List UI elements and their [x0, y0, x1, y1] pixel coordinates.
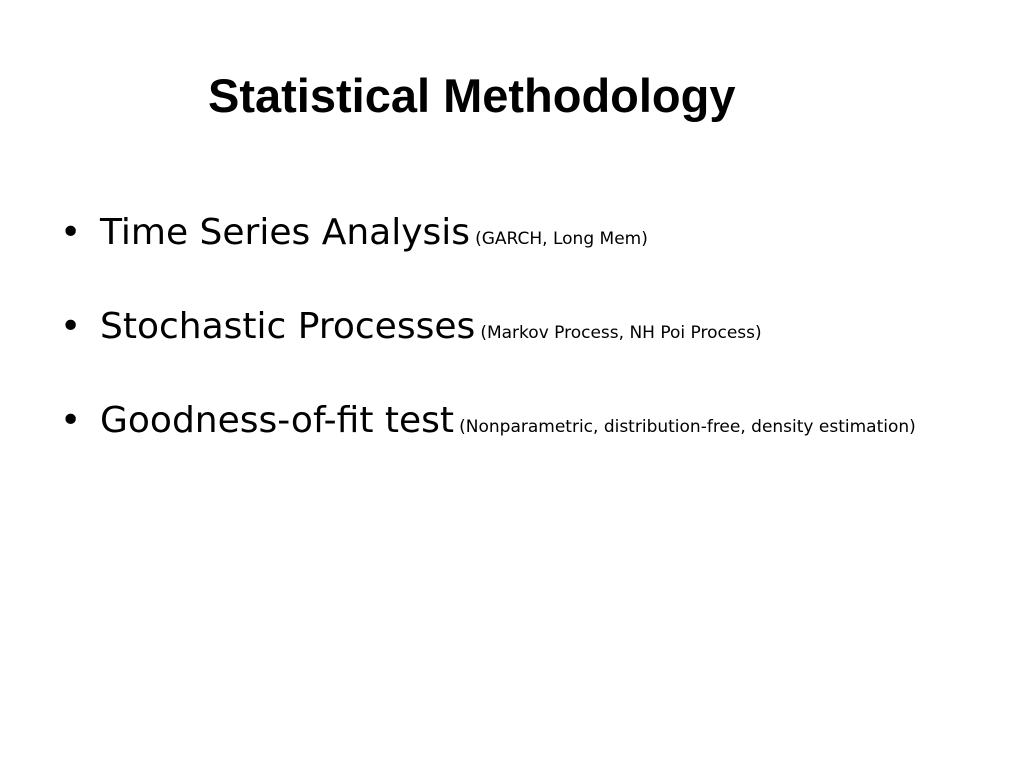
- bullet-note-text: (Nonparametric, distribution-free, density estimation): [459, 417, 916, 437]
- bullet-item-goodness-of-fit: [60, 391, 960, 455]
- bullet-item-stochastic-processes: [60, 297, 960, 363]
- bullet-main-text: Goodness-of-fit test: [100, 400, 455, 441]
- bullet-marker: •: [60, 400, 82, 441]
- bullet-note-text: (GARCH, Long Mem): [475, 229, 648, 249]
- bullet-note-text: (Markov Process, NH Poi Process): [480, 323, 762, 343]
- bullet-list: [60, 203, 960, 483]
- bullet-main-text: Stochastic Processes: [100, 306, 476, 347]
- bullet-item-time-series: [60, 203, 960, 269]
- bullet-marker: •: [60, 306, 82, 347]
- bullet-main-text: Time Series Analysis: [100, 212, 471, 253]
- bullet-marker: •: [60, 212, 82, 253]
- slide-title: Statistical Methodology: [208, 69, 736, 122]
